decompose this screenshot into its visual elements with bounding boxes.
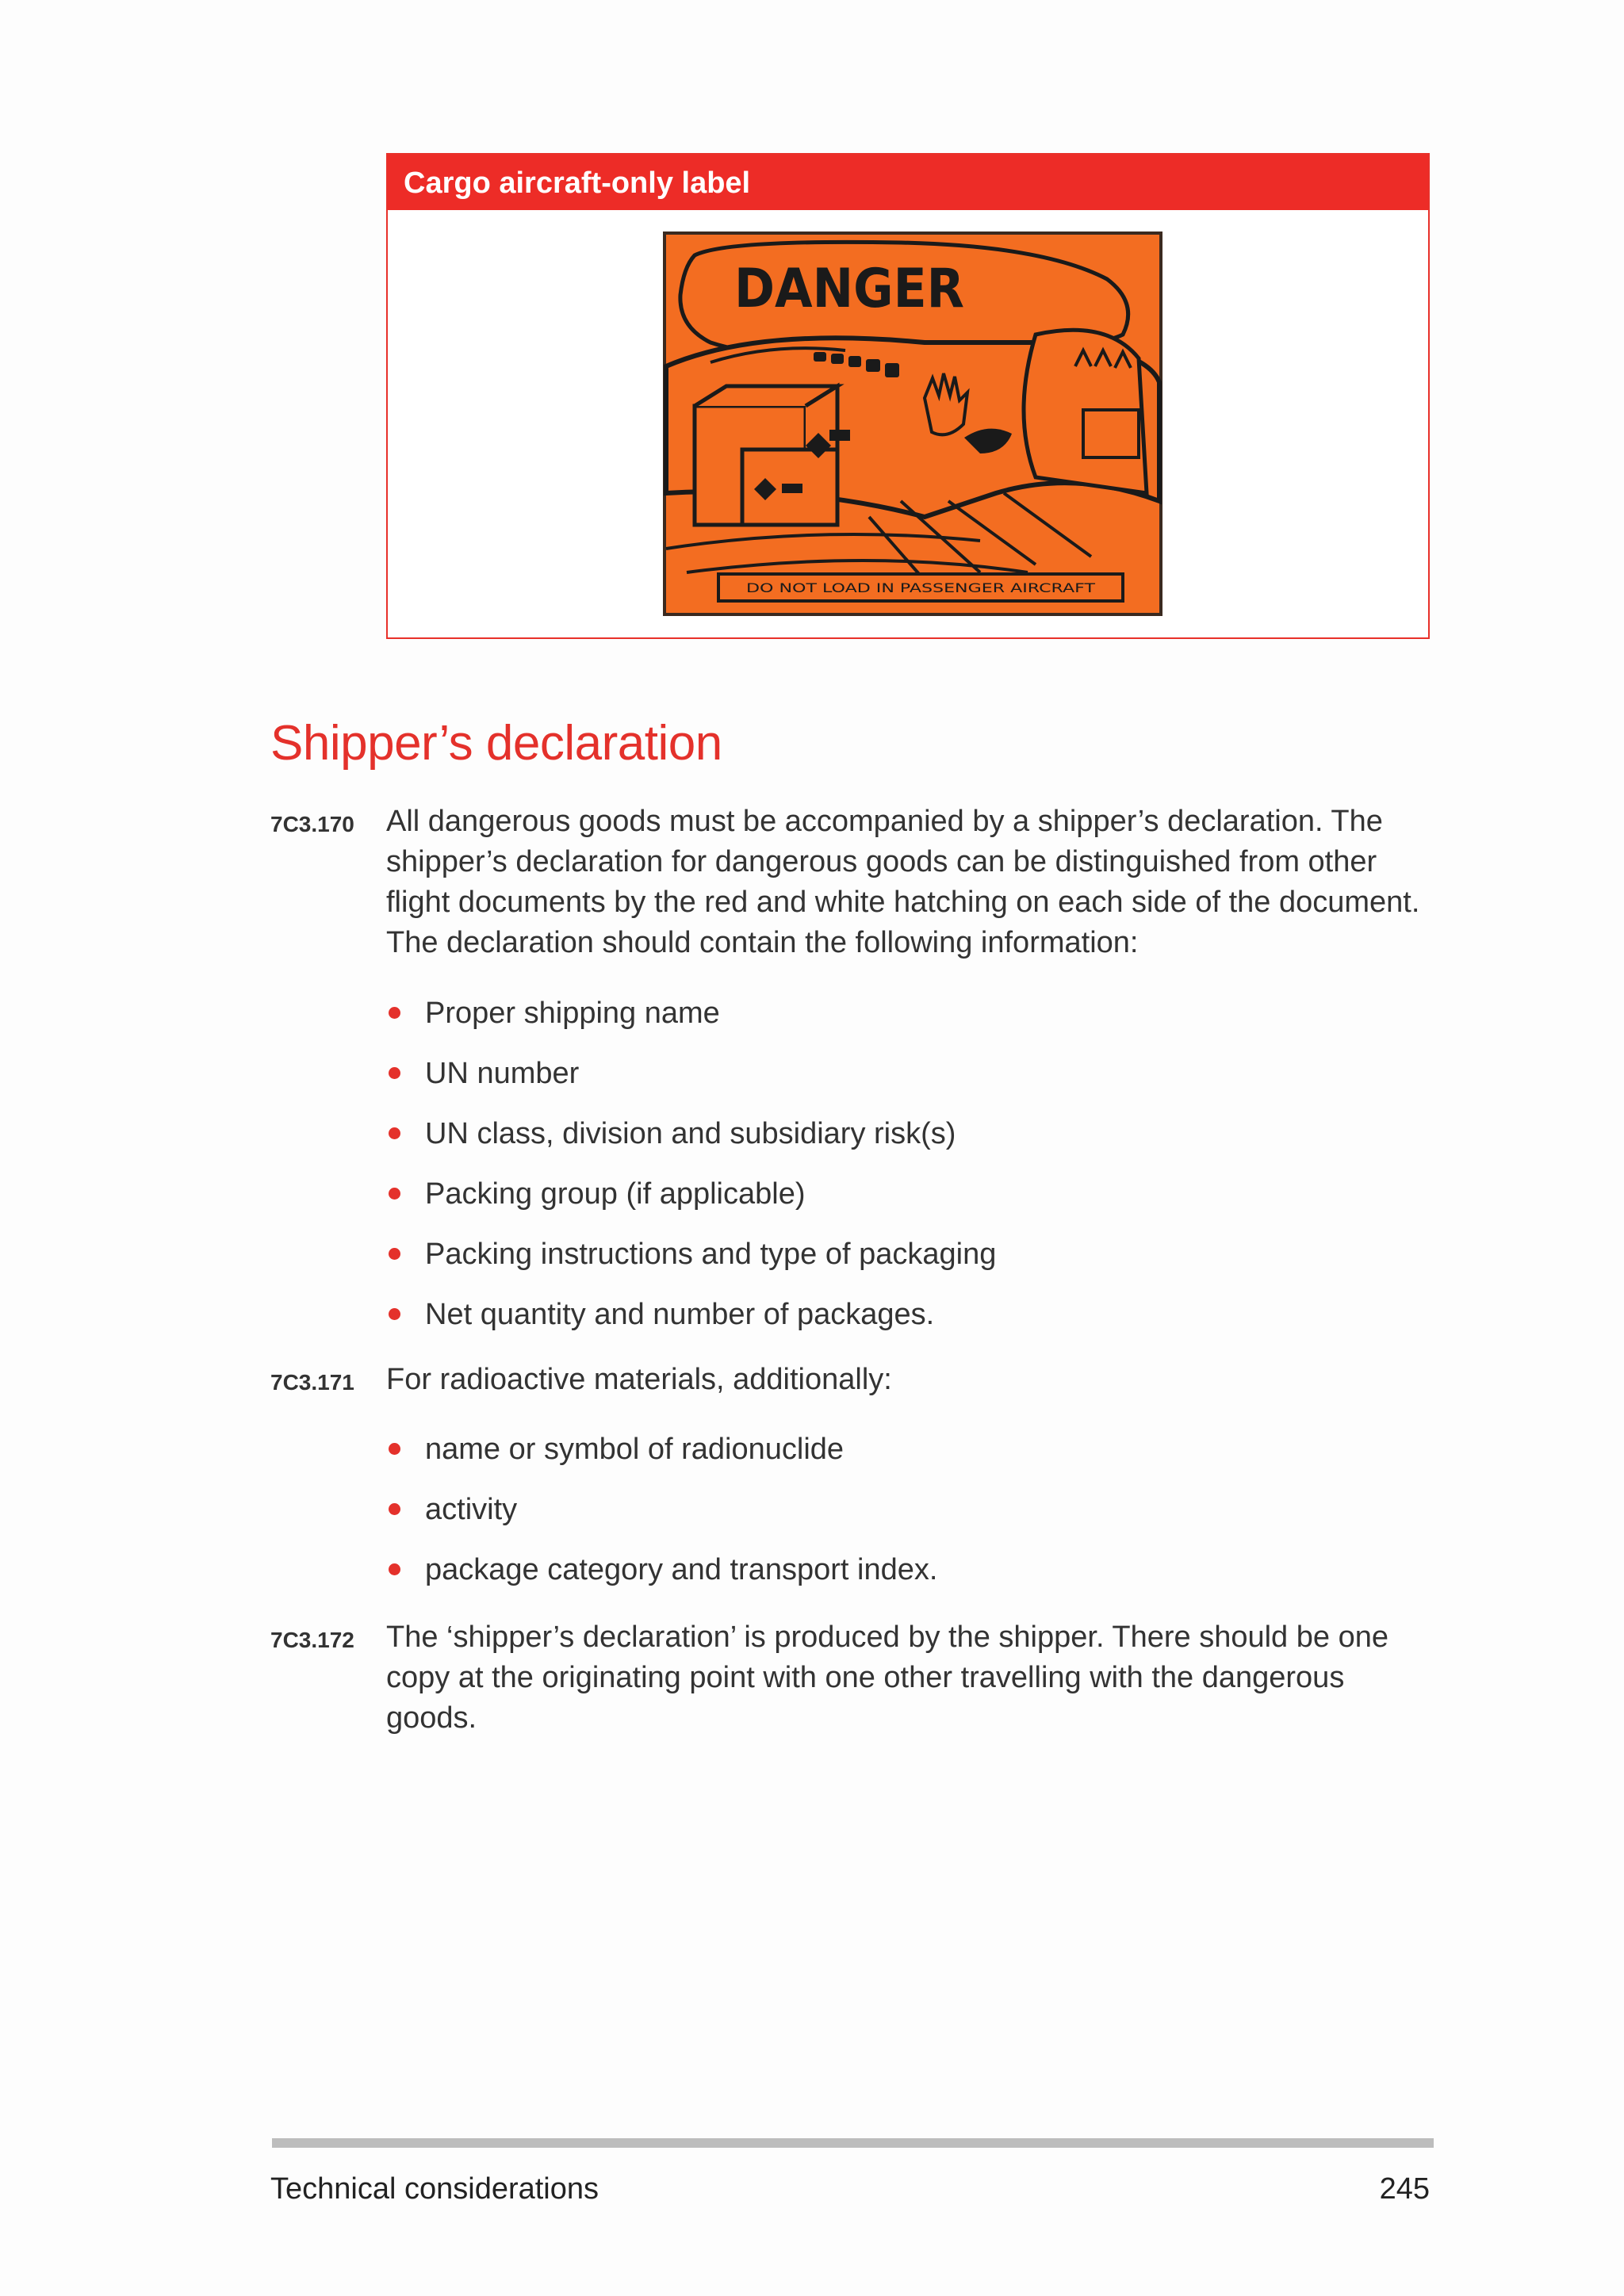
bullet-list (386, 1431, 937, 1612)
figure-title: Cargo aircraft-only label (388, 155, 1428, 210)
label-footer-text: DO NOT LOAD IN PASSENGER AIRCRAFT (746, 580, 1096, 595)
list-item: Packing group (if applicable) (386, 1176, 996, 1236)
footer-divider (272, 2138, 1434, 2148)
list-item: UN number (386, 1055, 996, 1115)
paragraph-number: 7C3.172 (270, 1628, 354, 1652)
list-item: UN class, division and subsidiary risk(s) (386, 1115, 996, 1176)
bullet-icon (389, 1563, 400, 1575)
list-item: Net quantity and number of packages. (386, 1296, 996, 1357)
footer-section-name: Technical considerations (270, 2172, 599, 2206)
list-item: activity (386, 1491, 937, 1552)
bullet-list (386, 995, 996, 1357)
bullet-icon (389, 1188, 400, 1200)
paragraph-number: 7C3.171 (270, 1370, 354, 1395)
paragraph-number: 7C3.170 (270, 812, 354, 836)
list-item: package category and transport index. (386, 1552, 937, 1612)
section-heading: Shipper’s declaration (270, 716, 722, 771)
bullet-icon (389, 1127, 400, 1139)
list-item: name or symbol of radionuclide (386, 1431, 937, 1491)
bullet-icon (389, 1007, 400, 1019)
bullet-icon (389, 1067, 400, 1079)
paragraph-text: All dangerous goods must be accompanied by a shipper’s declaration. The shipper’s declaration for dangerous goods can be distinguished from other flight documents by the red and white hatching on each side of the document. The declaration should contain the following information: (386, 805, 1420, 959)
paragraph-text: The ‘shipper’s declaration’ is produced by the shipper. There should be one copy at the originating point with one other travelling with the dangerous goods. (386, 1621, 1388, 1735)
page-number: 245 (1379, 2172, 1430, 2206)
paragraph-text: For radioactive materials, additionally: (386, 1363, 892, 1396)
cargo-aircraft-only-label-image (663, 232, 1162, 616)
bullet-icon (389, 1248, 400, 1260)
list-item: Packing instructions and type of packaging (386, 1236, 996, 1296)
figure-box (386, 153, 1430, 639)
bullet-icon (389, 1503, 400, 1515)
list-item: Proper shipping name (386, 995, 996, 1055)
label-danger-text: DANGER (734, 258, 964, 320)
bullet-icon (389, 1443, 400, 1455)
bullet-icon (389, 1308, 400, 1320)
